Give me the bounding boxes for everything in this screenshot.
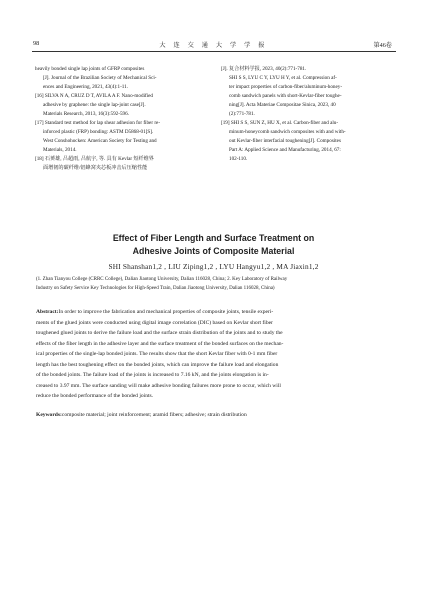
abstract-line: reduce the bonded performance of the bonded joints. [36, 393, 154, 399]
reference-line: ter impact properties of carbon-fiber/aluminum-honey- [229, 84, 343, 90]
abstract [36, 307, 396, 402]
keywords-label: Keywords: [36, 412, 62, 418]
reference-entry [35, 119, 213, 155]
reference-line: [17] Standard test method for lap shear adhesion for fiber re- [35, 120, 161, 126]
reference-line: ning[J]. Acta Materiae Compositae Sinica, 2023, 40 [229, 102, 336, 108]
abstract-line: ments of the glued joints were conducted using digital image correlation (DIC) based on Kevlar short fiber [36, 319, 273, 326]
journal-title: 大 连 交 通 大 学 学 报 [159, 42, 268, 49]
page-number: 98 [33, 40, 40, 47]
reference-entry [221, 65, 395, 119]
abstract-line: effects of the fiber length in the adhesive layer and the surface treatment of the bonded surfaces on the mechan- [36, 340, 284, 347]
abstract-line: length has the best toughening effect on the bonded joints, which can improve the failure load and elongation [36, 361, 279, 368]
authors: SHI Shanshan1,2 , LIU Ziping1,2 , LYU Hangyu1,2 , MA Jiaxin1,2 [108, 262, 319, 271]
abstract-line: creased to 3.97 mm. The surface sanding will make adhesive bonding failures more prone to occur, which will [36, 382, 281, 389]
abstract-line: of the bonded joints. The failure load of the joints is increased to 7.16 kN, and the joints elongation is in- [36, 372, 269, 378]
reference-line: ences and Engineering, 2021, 43(4):1-11. [43, 84, 129, 90]
english-title-line-1: Effect of Fiber Length and Surface Treatment on [112, 233, 315, 243]
keywords [36, 412, 396, 418]
abstract-text: In order to improve the fabrication and mechanical properties of composite joints, tensile experi- [58, 309, 274, 315]
reference-line: heavily bonded single lap joints of GFRP composites [35, 66, 145, 72]
reference-line: [18] 石赟雄, 吕超雨, 吕航宇, 等. 具有 Kevlar 短纤维界 [35, 156, 154, 162]
references-right-column [221, 65, 395, 164]
reference-entry [35, 92, 213, 119]
reference-entry [221, 119, 395, 164]
reference-line: 102-110. [229, 156, 248, 162]
reference-line: West Conshohocken: American Society for Testing and [43, 138, 157, 144]
affiliation-line: Industry on Safety Service Key Technologies for High-Speed Train, Dalian Jiaotong University, Dalian 116028, China) [36, 286, 275, 292]
reference-line: [J]. 复合材料学报, 2023, 40(2):771-781. [221, 66, 307, 72]
english-title-line-2: Adhesive Joints of Composite Material [132, 246, 295, 256]
affiliations [36, 275, 396, 293]
abstract-line [36, 307, 396, 318]
reference-line: [16] SILVA N A, CRUZ D T, AVILA A F. Nano-modified [35, 93, 153, 99]
reference-line: [19] SHI S S, SUN Z, HU X, et al. Carbon-fiber and alu- [221, 120, 339, 126]
reference-line: Materials, 2014. [43, 147, 77, 153]
affiliation-line: (1. Zhan Tianyou College (CRRC College), Dalian Jiaotong University, Dalian 116028, China; 2. Key Laboratory of Railway [36, 277, 288, 282]
reference-line: out Kevlar-fiber interfacial toughening[J]. Composites [229, 138, 341, 144]
volume-label: 第46卷 [373, 42, 392, 49]
reference-line: 面增韧的碳纤维/铝蜂窝夹芯板冲击后压缩性能 [43, 165, 148, 171]
reference-line: inforced plastic (FRP) bonding: ASTM D5868-01[S]. [43, 129, 154, 135]
reference-line: minum-honeycomb sandwich composites with and with- [229, 129, 346, 135]
abstract-label: Abstract: [36, 309, 59, 315]
reference-line: Part A: Applied Science and Manufacturing, 2014, 67: [229, 147, 341, 153]
keywords-text: composite material; joint reinforcement; aramid fibers; adhesive; strain distribution [61, 412, 247, 418]
abstract-line: toughened glued joints to derive the failure load and the surface strain distribution of the joints and to study the [36, 330, 283, 336]
reference-line: Materials Research, 2013, 16(3):592-596. [43, 111, 129, 117]
abstract-line: ical properties of the single-lap bonded joints. The results show that the short Kevlar fiber with 0-1 mm fiber [36, 351, 278, 357]
reference-line: [J]. Journal of the Brazilian Society of Mechanical Sci- [43, 75, 157, 81]
reference-line: (2):771-781. [229, 111, 255, 117]
reference-entry [35, 155, 213, 173]
reference-line: comb sandwich panels with short-Kevlar-fiber toughe- [229, 93, 342, 99]
references-left-column [35, 65, 213, 173]
reference-entry [35, 65, 213, 92]
reference-line: adhesive by graphene: the single lap-joint case[J]. [43, 102, 146, 108]
header-rule [32, 51, 396, 52]
reference-line: SHI S S, LYU C Y, LYU H Y, et al. Compression af- [229, 75, 337, 81]
